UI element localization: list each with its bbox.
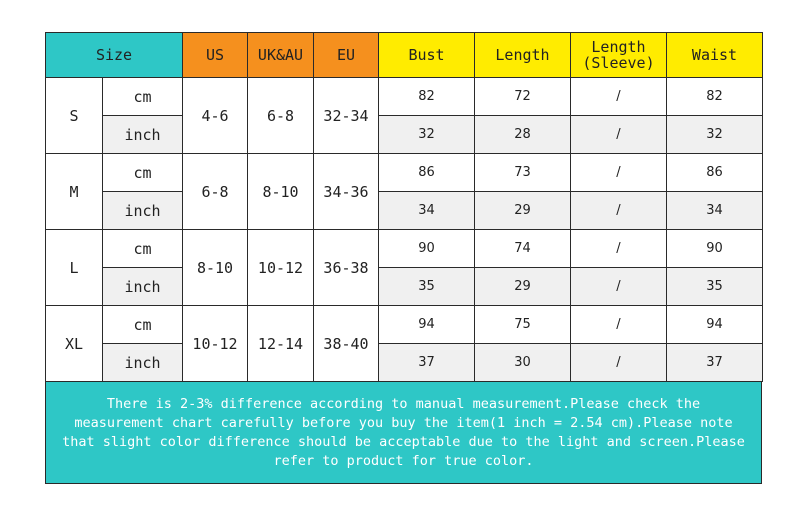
waist-cell: 32 (667, 116, 763, 154)
sleeve-cell: / (571, 306, 667, 344)
length-cell: 74 (475, 230, 571, 268)
length-cell: 29 (475, 192, 571, 230)
waist-cell: 37 (667, 344, 763, 382)
measurement-note-text: There is 2-3% difference according to manual measurement.Please check the measurement chart carefully before you buy the item(1 inch = 2.54 cm).Please note that slight color difference should be acceptable due to the light and screen.Please refer to product for true color. (62, 395, 745, 469)
sleeve-cell: / (571, 116, 667, 154)
header-us: US (183, 33, 248, 78)
header-bust: Bust (379, 33, 475, 78)
table-row (46, 268, 763, 306)
unit-cell: inch (103, 192, 183, 230)
table-row (46, 344, 763, 382)
unit-cell: inch (103, 268, 183, 306)
header-sleeve-length (571, 33, 667, 78)
bust-cell: 34 (379, 192, 475, 230)
bust-cell: 37 (379, 344, 475, 382)
unit-cell: cm (103, 154, 183, 192)
waist-cell: 82 (667, 78, 763, 116)
size-table (45, 32, 763, 382)
us-size-cell: 4-6 (183, 78, 248, 154)
bust-cell: 90 (379, 230, 475, 268)
ukau-size-cell: 6-8 (248, 78, 314, 154)
size-label: S (46, 78, 103, 154)
bust-cell: 32 (379, 116, 475, 154)
waist-cell: 90 (667, 230, 763, 268)
length-cell: 72 (475, 78, 571, 116)
table-row (46, 230, 763, 268)
length-cell: 75 (475, 306, 571, 344)
bust-cell: 35 (379, 268, 475, 306)
header-ukau: UK&AU (248, 33, 314, 78)
size-chart (45, 32, 762, 484)
size-label: XL (46, 306, 103, 382)
bust-cell: 86 (379, 154, 475, 192)
ukau-size-cell: 12-14 (248, 306, 314, 382)
table-row (46, 154, 763, 192)
table-row (46, 192, 763, 230)
eu-size-cell: 36-38 (314, 230, 379, 306)
unit-cell: cm (103, 306, 183, 344)
sleeve-cell: / (571, 78, 667, 116)
sleeve-cell: / (571, 230, 667, 268)
measurement-note (45, 382, 762, 484)
size-label: L (46, 230, 103, 306)
header-eu: EU (314, 33, 379, 78)
sleeve-cell: / (571, 344, 667, 382)
length-cell: 28 (475, 116, 571, 154)
length-cell: 29 (475, 268, 571, 306)
waist-cell: 35 (667, 268, 763, 306)
waist-cell: 94 (667, 306, 763, 344)
unit-cell: cm (103, 230, 183, 268)
us-size-cell: 8-10 (183, 230, 248, 306)
table-row (46, 306, 763, 344)
unit-cell: cm (103, 78, 183, 116)
bust-cell: 82 (379, 78, 475, 116)
sleeve-cell: / (571, 154, 667, 192)
eu-size-cell: 32-34 (314, 78, 379, 154)
header-length: Length (475, 33, 571, 78)
size-label: M (46, 154, 103, 230)
length-cell: 30 (475, 344, 571, 382)
us-size-cell: 6-8 (183, 154, 248, 230)
sleeve-cell: / (571, 268, 667, 306)
header-waist: Waist (667, 33, 763, 78)
eu-size-cell: 38-40 (314, 306, 379, 382)
header-sleeve-line2: (Sleeve) (582, 54, 655, 72)
header-size: Size (46, 33, 183, 78)
bust-cell: 94 (379, 306, 475, 344)
table-row (46, 116, 763, 154)
length-cell: 73 (475, 154, 571, 192)
header-row (46, 33, 763, 78)
table-row (46, 78, 763, 116)
sleeve-cell: / (571, 192, 667, 230)
ukau-size-cell: 10-12 (248, 230, 314, 306)
us-size-cell: 10-12 (183, 306, 248, 382)
waist-cell: 86 (667, 154, 763, 192)
unit-cell: inch (103, 116, 183, 154)
eu-size-cell: 34-36 (314, 154, 379, 230)
waist-cell: 34 (667, 192, 763, 230)
ukau-size-cell: 8-10 (248, 154, 314, 230)
header-sleeve-line1: Length (591, 38, 646, 56)
unit-cell: inch (103, 344, 183, 382)
